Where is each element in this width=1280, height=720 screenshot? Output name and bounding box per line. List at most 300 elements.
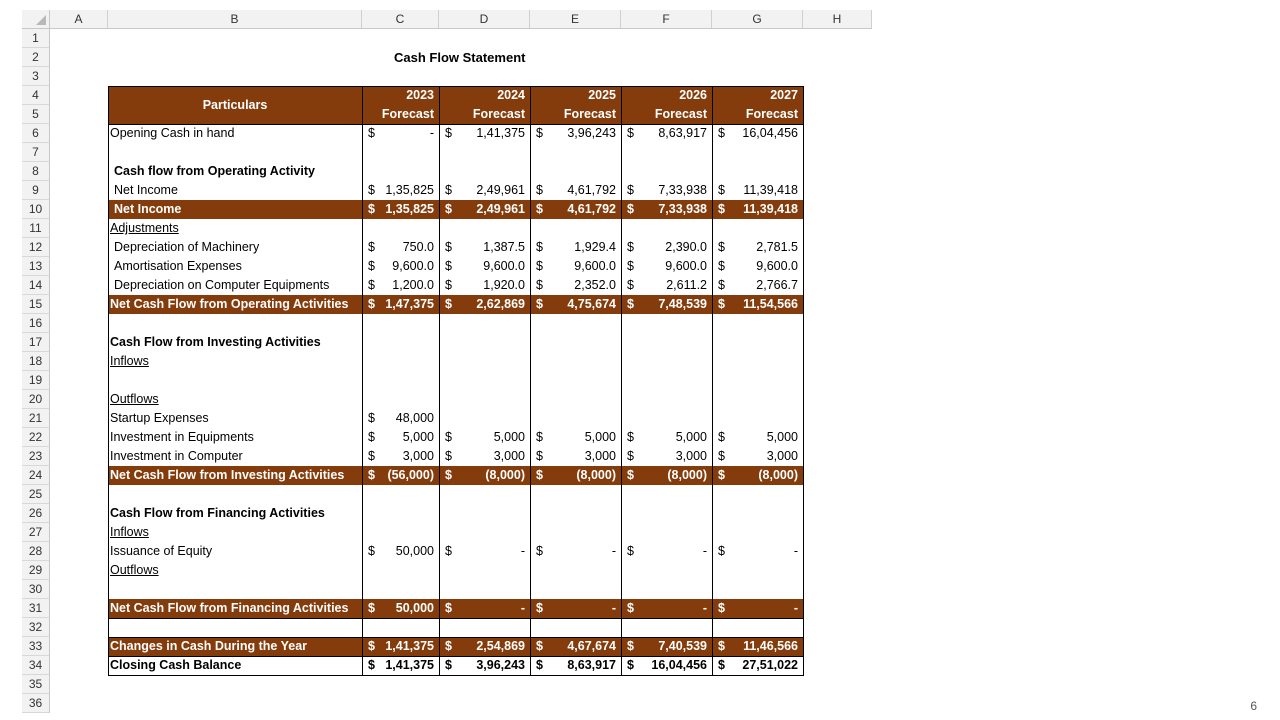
value-text: 1,35,825 bbox=[385, 183, 434, 197]
currency-symbol: $ bbox=[368, 639, 375, 653]
currency-symbol: $ bbox=[536, 183, 543, 197]
value-cell[interactable] bbox=[439, 447, 530, 466]
value-cell[interactable] bbox=[362, 599, 439, 618]
value-text: (8,000) bbox=[485, 468, 525, 482]
value-text: 9,600.0 bbox=[665, 259, 707, 273]
value-cell[interactable] bbox=[712, 637, 803, 656]
currency-symbol: $ bbox=[627, 601, 634, 615]
value-text: 5,000 bbox=[402, 430, 434, 444]
row-label[interactable]: Inflows bbox=[110, 354, 149, 368]
value-text: 3,000 bbox=[493, 449, 525, 463]
value-cell[interactable] bbox=[439, 428, 530, 447]
currency-symbol: $ bbox=[445, 544, 452, 558]
value-cell[interactable] bbox=[362, 124, 439, 143]
currency-symbol: $ bbox=[445, 183, 452, 197]
value-text: 9,600.0 bbox=[392, 259, 434, 273]
row-header[interactable]: 35 bbox=[22, 675, 50, 694]
value-text: 5,000 bbox=[766, 430, 798, 444]
forecast-label[interactable]: Forecast bbox=[745, 107, 798, 121]
value-text: 2,766.7 bbox=[756, 278, 798, 292]
value-cell[interactable] bbox=[362, 238, 439, 257]
row-header[interactable]: 33 bbox=[22, 637, 50, 656]
currency-symbol: $ bbox=[368, 430, 375, 444]
value-cell[interactable] bbox=[439, 656, 530, 675]
value-text: - bbox=[520, 544, 525, 558]
column-header-e[interactable]: E bbox=[530, 10, 621, 29]
row-header[interactable]: 26 bbox=[22, 504, 50, 523]
currency-symbol: $ bbox=[627, 202, 634, 216]
row-label[interactable]: Cash flow from Operating Activity bbox=[114, 164, 315, 178]
value-text: - bbox=[702, 601, 707, 615]
column-divider bbox=[621, 86, 622, 675]
currency-symbol: $ bbox=[718, 601, 725, 615]
currency-symbol: $ bbox=[627, 430, 634, 444]
currency-symbol: $ bbox=[368, 240, 375, 254]
value-text: 50,000 bbox=[395, 544, 434, 558]
value-text: 9,600.0 bbox=[483, 259, 525, 273]
value-text: 1,41,375 bbox=[385, 639, 434, 653]
value-cell[interactable] bbox=[712, 656, 803, 675]
year-header[interactable]: 2025 bbox=[588, 88, 616, 102]
value-cell[interactable] bbox=[530, 542, 621, 561]
currency-symbol: $ bbox=[536, 544, 543, 558]
value-text: 4,67,674 bbox=[567, 639, 616, 653]
currency-symbol: $ bbox=[368, 468, 375, 482]
row-label[interactable]: Net Cash Flow from Financing Activities bbox=[110, 601, 349, 615]
value-text: 11,46,566 bbox=[743, 639, 798, 653]
value-text: 27,51,022 bbox=[742, 658, 798, 672]
row-header[interactable]: 3 bbox=[22, 67, 50, 86]
row-header[interactable]: 27 bbox=[22, 523, 50, 542]
year-header[interactable]: 2023 bbox=[406, 88, 434, 102]
column-header-h[interactable]: H bbox=[803, 10, 872, 29]
currency-symbol: $ bbox=[536, 601, 543, 615]
row-label[interactable]: Outflows bbox=[110, 563, 159, 577]
value-cell[interactable] bbox=[621, 656, 712, 675]
value-cell[interactable] bbox=[621, 124, 712, 143]
row-header[interactable]: 9 bbox=[22, 181, 50, 200]
value-text: 7,48,539 bbox=[658, 297, 707, 311]
currency-symbol: $ bbox=[718, 126, 725, 140]
currency-symbol: $ bbox=[627, 658, 634, 672]
currency-symbol: $ bbox=[368, 126, 375, 140]
currency-symbol: $ bbox=[445, 430, 452, 444]
value-cell[interactable] bbox=[621, 181, 712, 200]
row-header[interactable]: 1 bbox=[22, 29, 50, 48]
value-cell[interactable] bbox=[530, 124, 621, 143]
currency-symbol: $ bbox=[718, 297, 725, 311]
select-all-corner[interactable] bbox=[22, 10, 50, 29]
table-border-top bbox=[108, 86, 804, 87]
row-header[interactable]: 4 bbox=[22, 86, 50, 105]
value-text: 4,61,792 bbox=[567, 183, 616, 197]
currency-symbol: $ bbox=[536, 658, 543, 672]
row-header[interactable]: 13 bbox=[22, 257, 50, 276]
currency-symbol: $ bbox=[445, 449, 452, 463]
currency-symbol: $ bbox=[368, 259, 375, 273]
value-cell[interactable] bbox=[362, 466, 439, 485]
column-header-b[interactable]: B bbox=[108, 10, 362, 29]
currency-symbol: $ bbox=[536, 278, 543, 292]
value-cell[interactable] bbox=[530, 276, 621, 295]
row-header[interactable]: 14 bbox=[22, 276, 50, 295]
value-text: 50,000 bbox=[395, 601, 434, 615]
currency-symbol: $ bbox=[445, 639, 452, 653]
currency-symbol: $ bbox=[536, 639, 543, 653]
value-cell[interactable] bbox=[621, 599, 712, 618]
row-header[interactable]: 11 bbox=[22, 219, 50, 238]
row-header[interactable]: 2 bbox=[22, 48, 50, 67]
row-header[interactable]: 7 bbox=[22, 143, 50, 162]
currency-symbol: $ bbox=[536, 449, 543, 463]
row34-top-border bbox=[108, 656, 804, 657]
currency-symbol: $ bbox=[718, 658, 725, 672]
row-header[interactable]: 23 bbox=[22, 447, 50, 466]
row-header[interactable]: 30 bbox=[22, 580, 50, 599]
value-text: 11,39,418 bbox=[743, 202, 798, 216]
currency-symbol: $ bbox=[718, 468, 725, 482]
value-cell[interactable] bbox=[712, 200, 803, 219]
value-text: 5,000 bbox=[584, 430, 616, 444]
value-cell[interactable] bbox=[439, 276, 530, 295]
value-cell[interactable] bbox=[712, 466, 803, 485]
value-text: 4,61,792 bbox=[567, 202, 616, 216]
currency-symbol: $ bbox=[445, 658, 452, 672]
value-text: 1,35,825 bbox=[385, 202, 434, 216]
value-text: 11,54,566 bbox=[743, 297, 798, 311]
value-text: 7,33,938 bbox=[658, 183, 707, 197]
value-cell[interactable] bbox=[362, 276, 439, 295]
row-header[interactable]: 32 bbox=[22, 618, 50, 637]
forecast-label[interactable]: Forecast bbox=[472, 107, 525, 121]
column-divider bbox=[439, 86, 440, 675]
value-cell[interactable] bbox=[712, 542, 803, 561]
currency-symbol: $ bbox=[368, 449, 375, 463]
value-text: (8,000) bbox=[576, 468, 616, 482]
column-divider bbox=[712, 86, 713, 675]
currency-symbol: $ bbox=[445, 259, 452, 273]
value-cell[interactable] bbox=[439, 295, 530, 314]
value-text: 7,33,938 bbox=[658, 202, 707, 216]
value-text: - bbox=[793, 601, 798, 615]
currency-symbol: $ bbox=[627, 240, 634, 254]
value-text: 5,000 bbox=[493, 430, 525, 444]
value-text: 1,41,375 bbox=[476, 126, 525, 140]
forecast-label[interactable]: Forecast bbox=[563, 107, 616, 121]
value-text: 2,49,961 bbox=[476, 202, 525, 216]
column-header-c[interactable]: C bbox=[362, 10, 439, 29]
currency-symbol: $ bbox=[627, 297, 634, 311]
row-header[interactable]: 12 bbox=[22, 238, 50, 257]
value-text: 1,920.0 bbox=[483, 278, 525, 292]
column-divider bbox=[803, 86, 804, 675]
row-header[interactable]: 16 bbox=[22, 314, 50, 333]
row-label[interactable]: Startup Expenses bbox=[110, 411, 209, 425]
currency-symbol: $ bbox=[536, 259, 543, 273]
value-text: - bbox=[611, 544, 616, 558]
value-text: 3,000 bbox=[766, 449, 798, 463]
value-text: 16,04,456 bbox=[651, 658, 707, 672]
year-header[interactable]: 2027 bbox=[770, 88, 798, 102]
sheet-title[interactable]: Cash Flow Statement bbox=[394, 50, 526, 65]
table-border-left bbox=[108, 86, 109, 675]
value-cell[interactable] bbox=[530, 257, 621, 276]
value-cell[interactable] bbox=[621, 257, 712, 276]
row-label[interactable]: Closing Cash Balance bbox=[110, 658, 242, 672]
currency-symbol: $ bbox=[627, 183, 634, 197]
value-cell[interactable] bbox=[439, 466, 530, 485]
currency-symbol: $ bbox=[368, 297, 375, 311]
value-text: 2,611.2 bbox=[666, 278, 707, 292]
row-label[interactable]: Amortisation Expenses bbox=[114, 259, 242, 273]
currency-symbol: $ bbox=[536, 297, 543, 311]
row-header[interactable]: 25 bbox=[22, 485, 50, 504]
value-text: 2,49,961 bbox=[476, 183, 525, 197]
currency-symbol: $ bbox=[445, 202, 452, 216]
value-text: 4,75,674 bbox=[567, 297, 616, 311]
value-cell[interactable] bbox=[621, 200, 712, 219]
column-divider bbox=[530, 86, 531, 675]
value-text: 2,781.5 bbox=[756, 240, 798, 254]
header-bottom-border bbox=[108, 124, 804, 125]
value-cell[interactable] bbox=[362, 200, 439, 219]
value-text: 3,96,243 bbox=[476, 658, 525, 672]
row-label[interactable]: Opening Cash in hand bbox=[110, 126, 235, 140]
value-cell[interactable] bbox=[712, 181, 803, 200]
value-text: 16,04,456 bbox=[742, 126, 798, 140]
value-cell[interactable] bbox=[362, 428, 439, 447]
value-text: (56,000) bbox=[387, 468, 434, 482]
value-cell[interactable] bbox=[439, 124, 530, 143]
value-cell[interactable] bbox=[712, 124, 803, 143]
row-header[interactable]: 17 bbox=[22, 333, 50, 352]
currency-symbol: $ bbox=[368, 544, 375, 558]
value-cell[interactable] bbox=[712, 428, 803, 447]
value-text: 9,600.0 bbox=[756, 259, 798, 273]
row-header[interactable]: 15 bbox=[22, 295, 50, 314]
currency-symbol: $ bbox=[368, 183, 375, 197]
value-text: 1,47,375 bbox=[385, 297, 434, 311]
value-cell[interactable] bbox=[621, 428, 712, 447]
value-text: 8,63,917 bbox=[658, 126, 707, 140]
row-label[interactable]: Issuance of Equity bbox=[110, 544, 213, 558]
row-header[interactable]: 22 bbox=[22, 428, 50, 447]
row-label[interactable]: Net Income bbox=[114, 202, 182, 216]
value-cell[interactable] bbox=[621, 276, 712, 295]
value-text: 48,000 bbox=[395, 411, 434, 425]
value-text: 9,600.0 bbox=[574, 259, 616, 273]
value-cell[interactable] bbox=[362, 637, 439, 656]
currency-symbol: $ bbox=[368, 278, 375, 292]
value-cell[interactable] bbox=[712, 238, 803, 257]
value-cell[interactable] bbox=[621, 238, 712, 257]
forecast-label[interactable]: Forecast bbox=[654, 107, 707, 121]
value-cell[interactable] bbox=[712, 599, 803, 618]
row-header[interactable]: 10 bbox=[22, 200, 50, 219]
value-text: - bbox=[520, 601, 525, 615]
value-cell[interactable] bbox=[621, 447, 712, 466]
row-label[interactable]: Adjustments bbox=[110, 221, 179, 235]
row-header[interactable]: 31 bbox=[22, 599, 50, 618]
value-cell[interactable] bbox=[439, 637, 530, 656]
currency-symbol: $ bbox=[536, 126, 543, 140]
value-cell[interactable] bbox=[530, 447, 621, 466]
column-header-f[interactable]: F bbox=[621, 10, 712, 29]
row32-top-border bbox=[108, 618, 804, 619]
currency-symbol: $ bbox=[718, 202, 725, 216]
currency-symbol: $ bbox=[627, 126, 634, 140]
value-cell[interactable] bbox=[712, 447, 803, 466]
value-cell[interactable] bbox=[712, 276, 803, 295]
row-header[interactable]: 21 bbox=[22, 409, 50, 428]
currency-symbol: $ bbox=[627, 278, 634, 292]
currency-symbol: $ bbox=[627, 259, 634, 273]
row-header[interactable]: 6 bbox=[22, 124, 50, 143]
currency-symbol: $ bbox=[718, 240, 725, 254]
currency-symbol: $ bbox=[627, 449, 634, 463]
currency-symbol: $ bbox=[536, 202, 543, 216]
value-text: - bbox=[611, 601, 616, 615]
value-text: 2,62,869 bbox=[476, 297, 525, 311]
value-cell[interactable] bbox=[439, 599, 530, 618]
value-cell[interactable] bbox=[439, 200, 530, 219]
row-label[interactable]: Depreciation on Computer Equipments bbox=[114, 278, 330, 292]
row-header[interactable]: 34 bbox=[22, 656, 50, 675]
top-strip bbox=[22, 0, 872, 10]
currency-symbol: $ bbox=[368, 658, 375, 672]
value-cell[interactable] bbox=[530, 428, 621, 447]
currency-symbol: $ bbox=[368, 601, 375, 615]
row-header[interactable]: 19 bbox=[22, 371, 50, 390]
particulars-header[interactable]: Particulars bbox=[202, 98, 268, 112]
value-cell[interactable] bbox=[621, 466, 712, 485]
value-cell[interactable] bbox=[530, 181, 621, 200]
row-label[interactable]: Cash Flow from Investing Activities bbox=[110, 335, 321, 349]
row-header[interactable]: 20 bbox=[22, 390, 50, 409]
value-cell[interactable] bbox=[712, 295, 803, 314]
row-header[interactable]: 8 bbox=[22, 162, 50, 181]
value-text: 750.0 bbox=[402, 240, 434, 254]
value-cell[interactable] bbox=[530, 466, 621, 485]
currency-symbol: $ bbox=[536, 240, 543, 254]
row-label[interactable]: Investment in Computer bbox=[110, 449, 243, 463]
currency-symbol: $ bbox=[627, 639, 634, 653]
column-header-g[interactable]: G bbox=[712, 10, 803, 29]
value-cell[interactable] bbox=[530, 599, 621, 618]
table-border-bottom bbox=[108, 675, 804, 676]
value-cell[interactable] bbox=[530, 637, 621, 656]
currency-symbol: $ bbox=[718, 278, 725, 292]
row-header[interactable]: 5 bbox=[22, 105, 50, 124]
row-header[interactable]: 28 bbox=[22, 542, 50, 561]
select-all-icon bbox=[36, 15, 46, 25]
currency-symbol: $ bbox=[445, 297, 452, 311]
currency-symbol: $ bbox=[627, 544, 634, 558]
value-cell[interactable] bbox=[439, 238, 530, 257]
value-cell[interactable] bbox=[439, 542, 530, 561]
value-cell[interactable] bbox=[530, 238, 621, 257]
column-header-d[interactable]: D bbox=[439, 10, 530, 29]
value-cell[interactable] bbox=[621, 295, 712, 314]
row-label[interactable]: Cash Flow from Financing Activities bbox=[110, 506, 325, 520]
currency-symbol: $ bbox=[445, 601, 452, 615]
value-text: 2,390.0 bbox=[665, 240, 707, 254]
year-header[interactable]: 2026 bbox=[679, 88, 707, 102]
currency-symbol: $ bbox=[627, 468, 634, 482]
value-cell[interactable] bbox=[362, 257, 439, 276]
value-cell[interactable] bbox=[362, 542, 439, 561]
row-label[interactable]: Net Income bbox=[114, 183, 178, 197]
value-text: 2,352.0 bbox=[574, 278, 616, 292]
value-text: 3,96,243 bbox=[567, 126, 616, 140]
currency-symbol: $ bbox=[718, 430, 725, 444]
currency-symbol: $ bbox=[445, 468, 452, 482]
value-cell[interactable] bbox=[621, 637, 712, 656]
currency-symbol: $ bbox=[718, 544, 725, 558]
year-header[interactable]: 2024 bbox=[497, 88, 525, 102]
row-label[interactable]: Investment in Equipments bbox=[110, 430, 254, 444]
row-header[interactable]: 18 bbox=[22, 352, 50, 371]
value-text: - bbox=[702, 544, 707, 558]
value-cell[interactable] bbox=[362, 181, 439, 200]
value-text: 5,000 bbox=[675, 430, 707, 444]
column-divider bbox=[362, 86, 363, 675]
value-text: 3,000 bbox=[675, 449, 707, 463]
row-label[interactable]: Depreciation of Machinery bbox=[114, 240, 260, 254]
currency-symbol: $ bbox=[718, 639, 725, 653]
currency-symbol: $ bbox=[718, 183, 725, 197]
row-label[interactable]: Outflows bbox=[110, 392, 159, 406]
row-header[interactable]: 24 bbox=[22, 466, 50, 485]
value-text: (8,000) bbox=[758, 468, 798, 482]
value-cell[interactable] bbox=[712, 257, 803, 276]
row-header[interactable]: 29 bbox=[22, 561, 50, 580]
value-cell[interactable] bbox=[621, 542, 712, 561]
row-label[interactable]: Inflows bbox=[110, 525, 149, 539]
currency-symbol: $ bbox=[368, 411, 375, 425]
currency-symbol: $ bbox=[536, 430, 543, 444]
currency-symbol: $ bbox=[718, 259, 725, 273]
value-cell[interactable] bbox=[362, 295, 439, 314]
row-label[interactable]: Changes in Cash During the Year bbox=[110, 639, 308, 653]
row-header[interactable]: 36 bbox=[22, 694, 50, 713]
column-header-a[interactable]: A bbox=[50, 10, 108, 29]
value-text: 2,54,869 bbox=[476, 639, 525, 653]
row33-top-border bbox=[108, 637, 804, 638]
page-number: 6 bbox=[1250, 699, 1257, 713]
value-text: - bbox=[793, 544, 798, 558]
value-cell[interactable] bbox=[362, 447, 439, 466]
row-label[interactable]: Net Cash Flow from Operating Activities bbox=[110, 297, 349, 311]
currency-symbol: $ bbox=[536, 468, 543, 482]
value-text: 7,40,539 bbox=[658, 639, 707, 653]
value-text: - bbox=[429, 126, 434, 140]
value-cell[interactable] bbox=[439, 181, 530, 200]
forecast-label[interactable]: Forecast bbox=[381, 107, 434, 121]
currency-symbol: $ bbox=[445, 126, 452, 140]
value-text: 3,000 bbox=[402, 449, 434, 463]
value-cell[interactable] bbox=[530, 656, 621, 675]
value-cell[interactable] bbox=[362, 409, 439, 428]
value-cell[interactable] bbox=[439, 257, 530, 276]
value-cell[interactable] bbox=[530, 295, 621, 314]
value-text: 11,39,418 bbox=[743, 183, 798, 197]
value-cell[interactable] bbox=[530, 200, 621, 219]
row-label[interactable]: Net Cash Flow from Investing Activities bbox=[110, 468, 345, 482]
currency-symbol: $ bbox=[445, 278, 452, 292]
value-cell[interactable] bbox=[362, 656, 439, 675]
currency-symbol: $ bbox=[445, 240, 452, 254]
